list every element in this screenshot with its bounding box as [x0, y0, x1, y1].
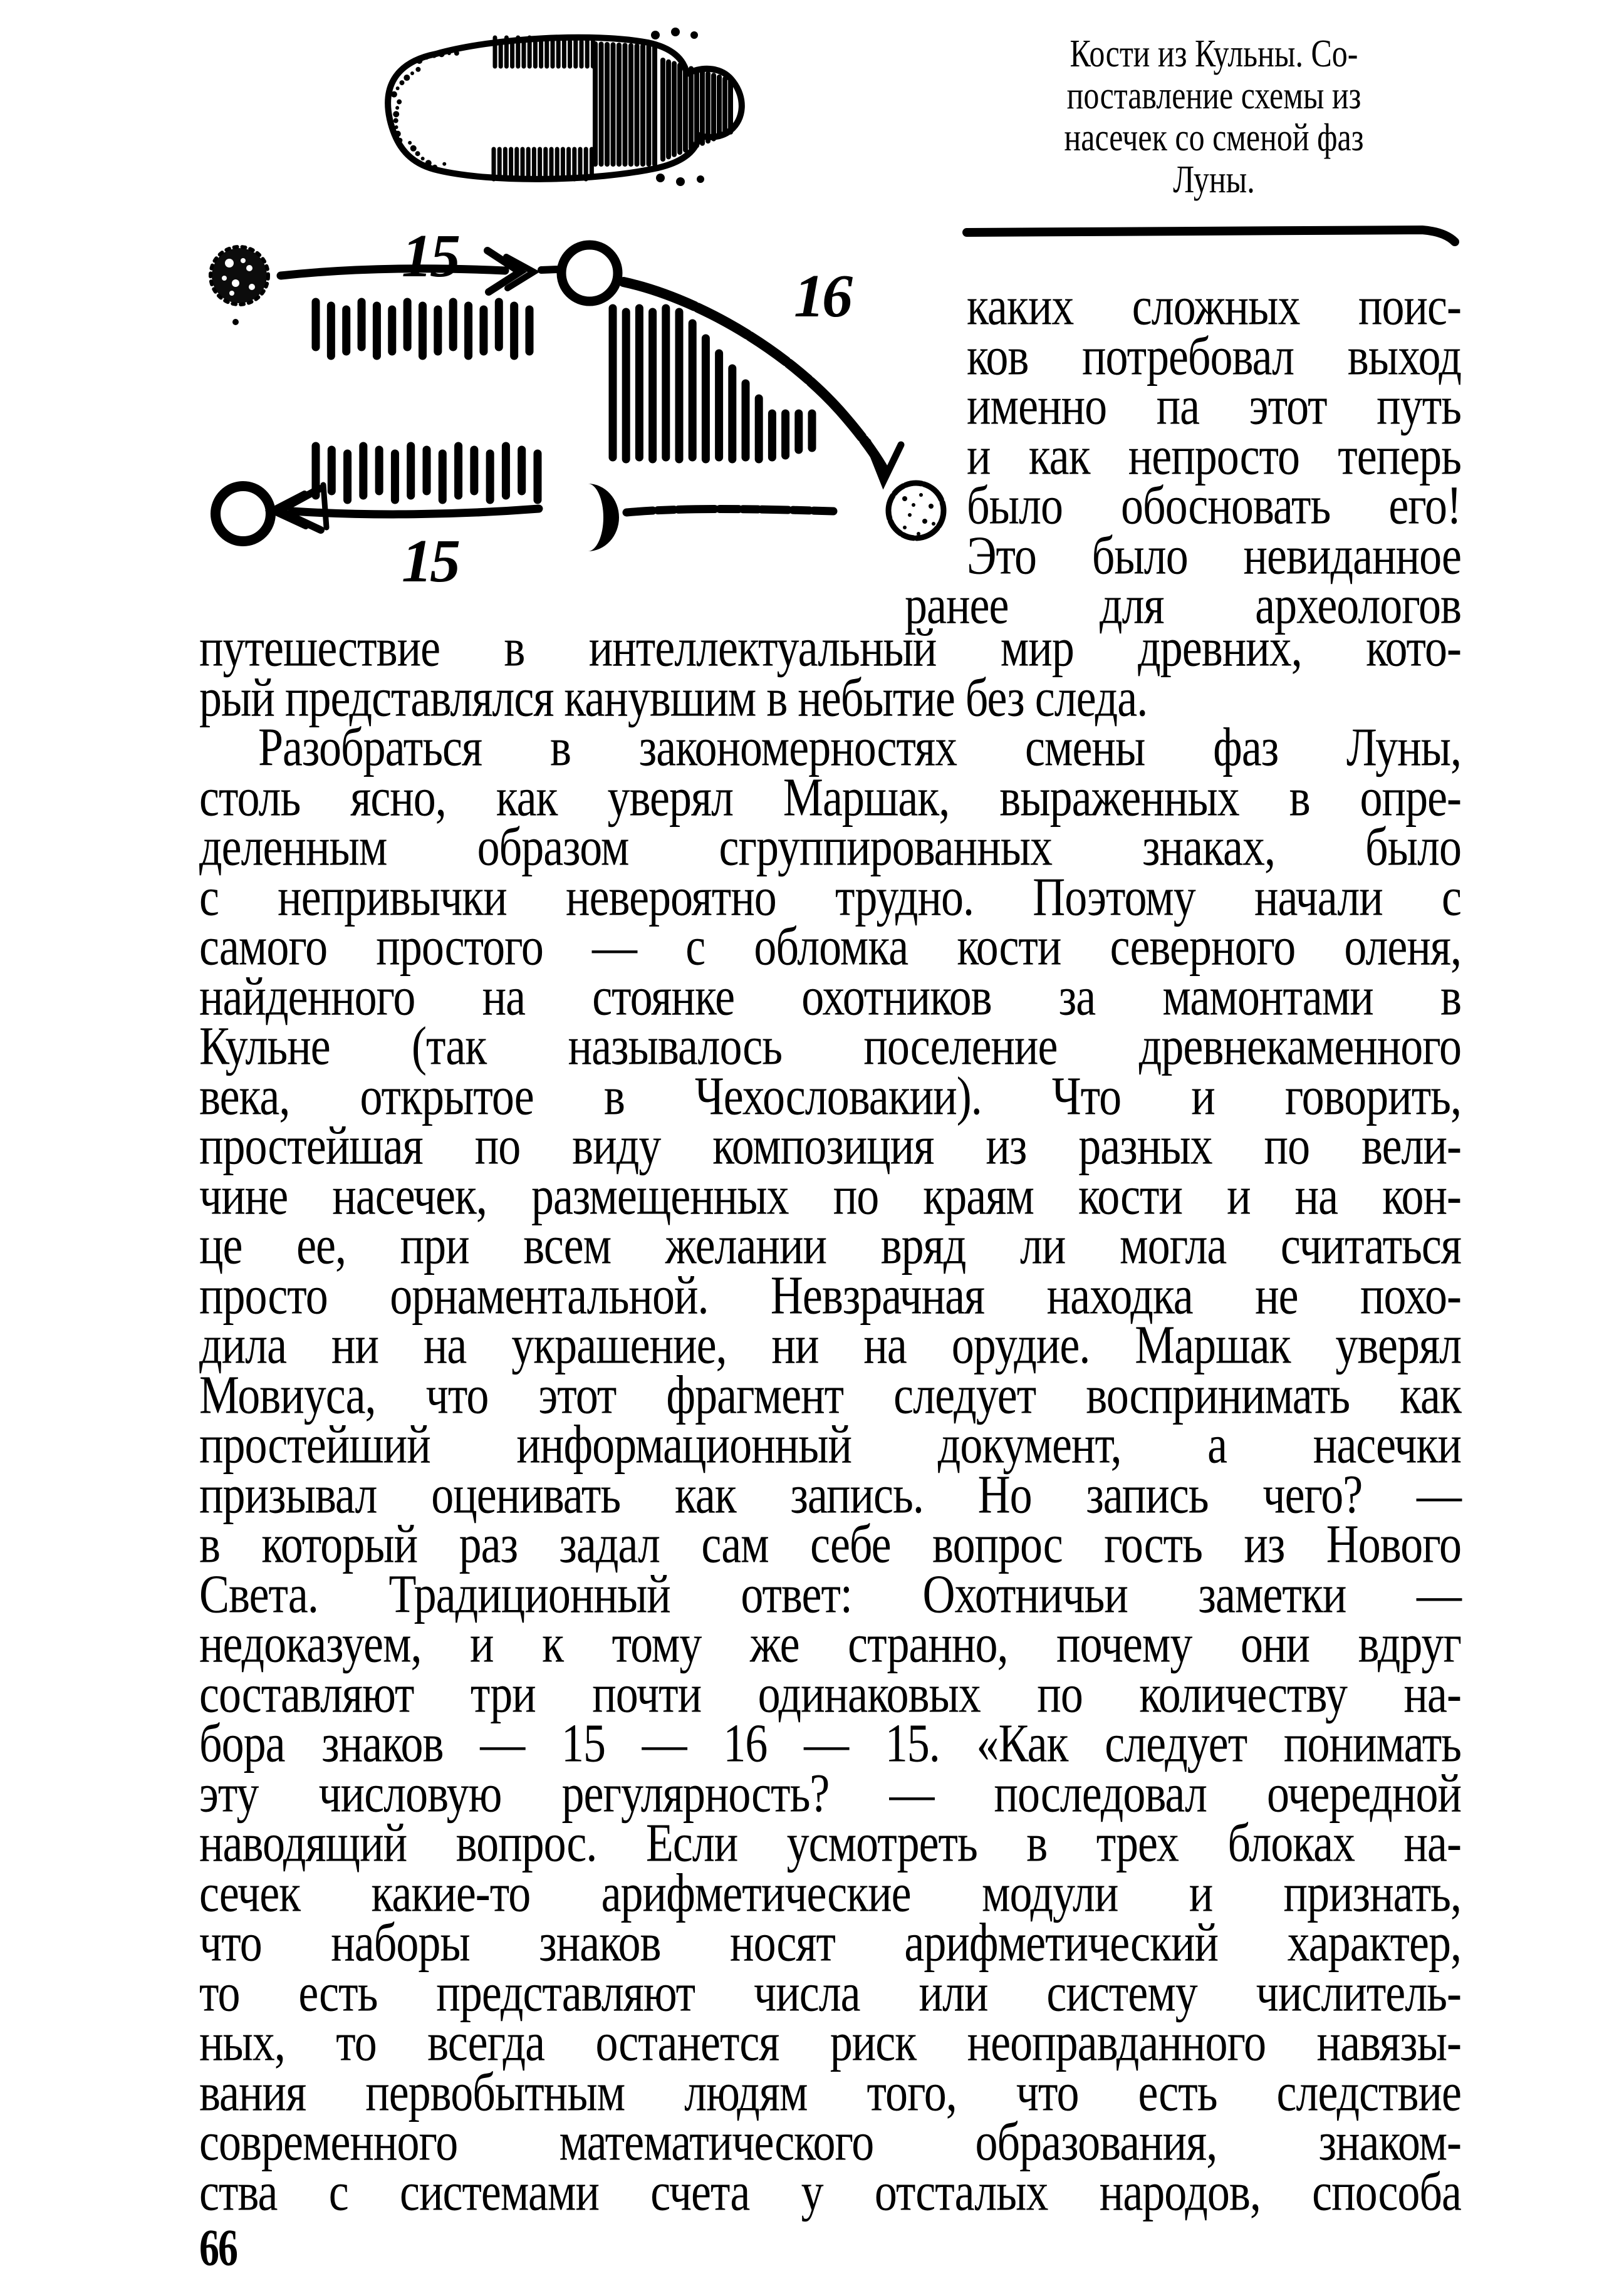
- caption-rule: [967, 230, 1455, 242]
- rough-line: [627, 509, 833, 513]
- text-line: и как непросто теперь: [967, 425, 1461, 486]
- text-line: простейший информационный документ, а насечки: [199, 1414, 1461, 1475]
- notch-group-middle: [613, 308, 812, 459]
- text-line: эту числовую регулярность? — последовал очередной: [199, 1763, 1461, 1824]
- text-line: самого простого — с обломка кости северного оленя,: [199, 916, 1461, 977]
- text-line: найденного на стоянке охотников за мамонтами в: [199, 966, 1461, 1027]
- text-line: именно па этот путь: [967, 375, 1461, 436]
- notch-group-top: [316, 302, 529, 356]
- text-line: вания первобытным людям того, что есть следствие: [199, 2062, 1461, 2122]
- caption-line: Луны.: [1173, 157, 1255, 201]
- caption-line: насечек со сменой фаз: [1064, 115, 1364, 159]
- text-line: Разобраться в закономерностях смены фаз Луны,: [258, 717, 1461, 777]
- text-line: ных, то всегда останется риск неоправданного навязы-: [199, 2012, 1461, 2072]
- text-line: ранее для археологов: [905, 574, 1461, 635]
- text-line: це ее, при всем желании вряд ли могла считаться: [199, 1215, 1461, 1275]
- caption-line: поставление схемы из: [1066, 73, 1361, 117]
- count-label-arc: 16: [794, 262, 850, 330]
- page-number: 66: [199, 2218, 237, 2277]
- text-line: чине насечек, размещенных по краям кости и на кон-: [199, 1165, 1461, 1226]
- text-line: в который раз задал сам себе вопрос гость из Нового: [199, 1514, 1461, 1574]
- text-line: призывал оценивать как запись. Но запись чего? —: [199, 1464, 1461, 1525]
- text-line: просто орнаментальной. Невзрачная находка не похо-: [199, 1265, 1461, 1326]
- text-line: было обосновать его!: [967, 475, 1461, 536]
- text-line: Мовиуса, что этот фрагмент следует воспринимать как: [199, 1364, 1461, 1425]
- text-line: Кульне (так называлось поселение древнекаменного: [199, 1016, 1461, 1076]
- text-line: ства с системами счета у отсталых народов, способа: [199, 2161, 1461, 2222]
- new-moon-icon: [888, 483, 944, 538]
- body-text: [199, 617, 1461, 2222]
- bone-illustration: [388, 28, 742, 186]
- text-line: сечек какие-то арифметические модули и признать,: [199, 1862, 1461, 1923]
- text-line: недоказуем, и к тому же странно, почему они вдруг: [199, 1613, 1461, 1674]
- text-line: Света. Традиционный ответ: Охотничьи заметки —: [199, 1564, 1461, 1624]
- full-moon-icon: [216, 486, 271, 541]
- text-line: современного математического образования, знаком-: [199, 2111, 1461, 2172]
- crescent-moon-icon: [588, 484, 619, 551]
- text-line: что наборы знаков носят арифметический характер,: [199, 1912, 1461, 1973]
- moon-phase-diagram: [211, 222, 944, 595]
- figure-caption: [967, 33, 1461, 200]
- text-line: бора знаков — 15 — 16 — 15. «Как следует понимать: [199, 1713, 1461, 1774]
- text-line: простейшая по виду композиция из разных по вели-: [199, 1115, 1461, 1176]
- text-line: века, открытое в Чехословакии). Что и говорить,: [199, 1066, 1461, 1126]
- text-line: Это было невиданное: [967, 525, 1461, 586]
- text-line: рый представлялся канувшим в небытие без следа.: [199, 667, 1148, 728]
- text-line: составляют три почти одинаковых по количеству на-: [199, 1663, 1461, 1724]
- count-label-bottom: 15: [402, 527, 458, 595]
- text-line: каких сложных поис-: [967, 276, 1461, 336]
- text-line: путешествие в интеллектуальный мир древних, кото-: [199, 617, 1461, 678]
- text-line: с непривычки невероятно трудно. Поэтому начали с: [199, 866, 1461, 927]
- text-line: столь ясно, как уверял Маршак, выраженных в опре-: [199, 767, 1461, 828]
- full-moon-icon: [561, 245, 618, 301]
- caption-line: Кости из Кульны. Со-: [1070, 31, 1358, 75]
- text-line: наводящий вопрос. Если усмотреть в трех блоках на-: [199, 1812, 1461, 1873]
- text-line: дила ни на украшение, ни на орудие. Маршак уверял: [199, 1314, 1461, 1375]
- count-label-top: 15: [402, 222, 458, 290]
- new-moon-icon: [211, 247, 268, 325]
- text-line: то есть представляют числа или систему числитель-: [199, 1962, 1461, 2023]
- text-line: деленным образом сгруппированных знаках, было: [199, 816, 1461, 877]
- right-column-text: [967, 276, 1461, 586]
- notch-group-bottom: [316, 446, 538, 500]
- text-line: ков потребовал выход: [967, 326, 1461, 387]
